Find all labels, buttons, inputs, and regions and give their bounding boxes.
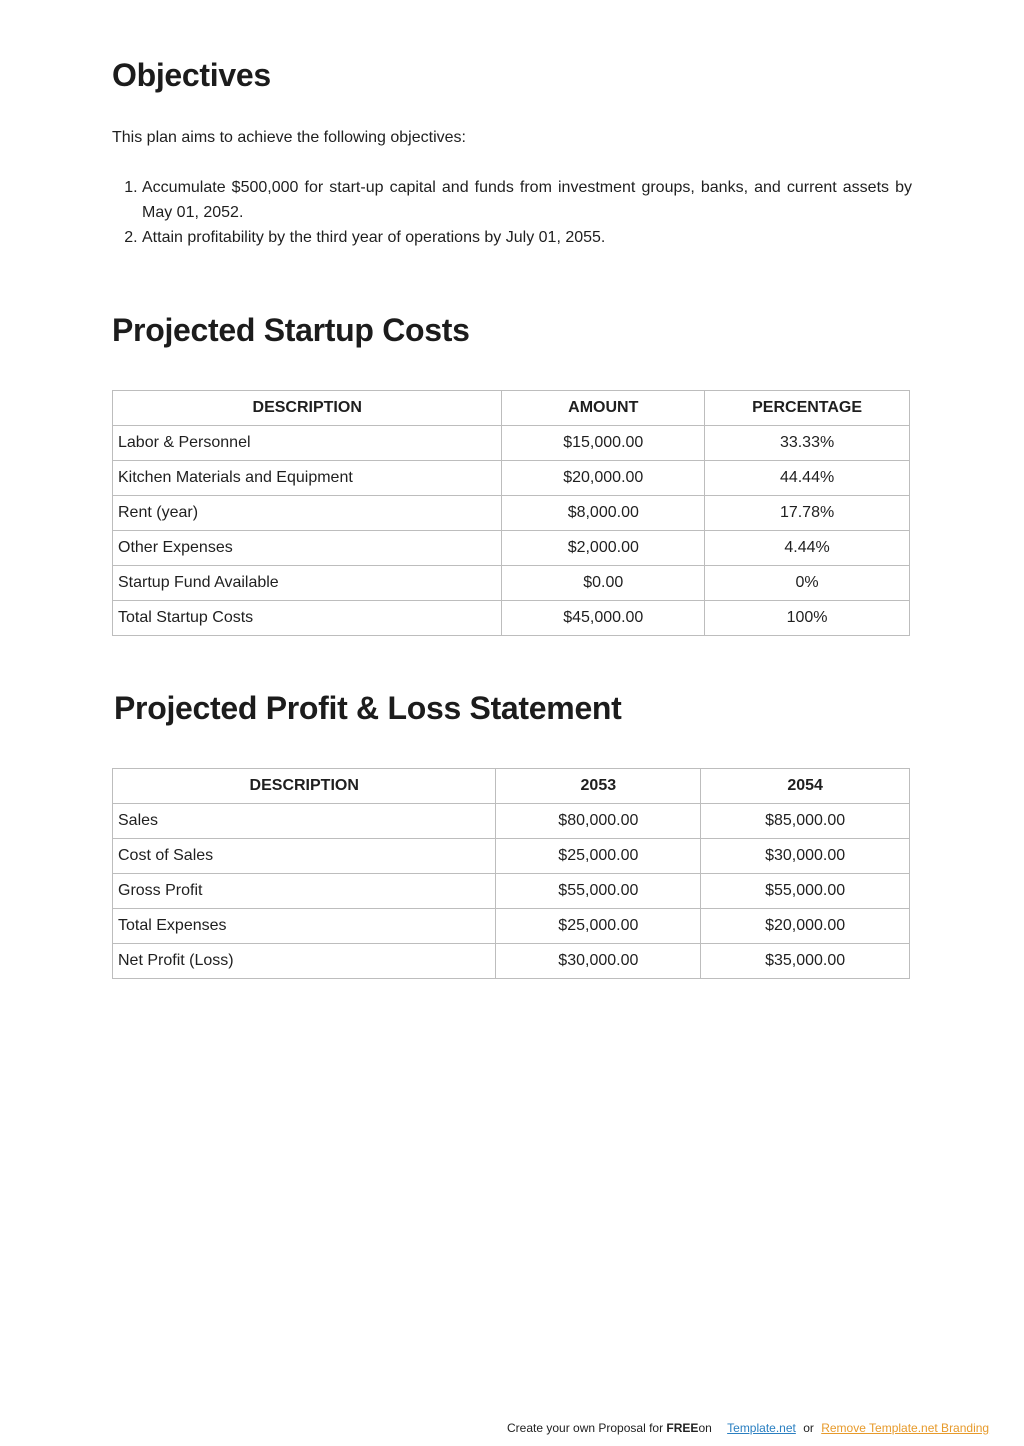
row-percentage: 33.33%: [705, 426, 910, 461]
column-header-description: DESCRIPTION: [113, 769, 496, 804]
row-amount: $8,000.00: [502, 496, 705, 531]
table-row: [113, 909, 910, 944]
profit-loss-heading: Projected Profit & Loss Statement: [114, 690, 622, 726]
profit-loss-table: [112, 768, 910, 979]
row-description: Other Expenses: [113, 531, 502, 566]
row-value-2053: $55,000.00: [496, 874, 701, 909]
row-amount: $20,000.00: [502, 461, 705, 496]
row-description: Net Profit (Loss): [113, 944, 496, 979]
row-description: Startup Fund Available: [113, 566, 502, 601]
row-description: Gross Profit: [113, 874, 496, 909]
objectives-heading: Objectives: [112, 57, 271, 93]
table-row: [113, 839, 910, 874]
row-description: Total Startup Costs: [113, 601, 502, 636]
branding-footer: [507, 1420, 989, 1436]
objective-item: 2. Attain profitability by the third year of operations by July 01, 2055.: [142, 225, 912, 250]
objective-item: 1. Accumulate $500,000 for start-up capital and funds from investment groups, banks, and current assets by May 01, 2052.: [142, 175, 912, 225]
remove-branding-link[interactable]: Remove Template.net Branding: [821, 1421, 990, 1435]
row-value-2054: $20,000.00: [701, 909, 910, 944]
footer-prefix: Create your own Proposal for: [507, 1421, 667, 1435]
table-row: [113, 566, 910, 601]
row-amount: $15,000.00: [502, 426, 705, 461]
column-header-2054: 2054: [701, 769, 910, 804]
column-header-amount: AMOUNT: [502, 391, 705, 426]
row-description: Cost of Sales: [113, 839, 496, 874]
template-net-link[interactable]: Template.net: [727, 1421, 796, 1435]
row-value-2054: $55,000.00: [701, 874, 910, 909]
column-header-2053: 2053: [496, 769, 701, 804]
footer-on: on: [698, 1421, 712, 1435]
table-row: [113, 426, 910, 461]
row-value-2053: $80,000.00: [496, 804, 701, 839]
startup-costs-heading: Projected Startup Costs: [112, 312, 470, 348]
row-value-2053: $25,000.00: [496, 909, 701, 944]
table-row: [113, 496, 910, 531]
footer-or: or: [803, 1421, 814, 1435]
row-percentage: 44.44%: [705, 461, 910, 496]
objectives-intro: This plan aims to achieve the following objectives:: [112, 129, 466, 146]
row-description: Total Expenses: [113, 909, 496, 944]
objectives-list: [112, 175, 912, 250]
footer-free: FREE: [666, 1421, 699, 1435]
row-value-2054: $35,000.00: [701, 944, 910, 979]
row-value-2054: $85,000.00: [701, 804, 910, 839]
row-percentage: 17.78%: [705, 496, 910, 531]
row-value-2053: $25,000.00: [496, 839, 701, 874]
row-description: Kitchen Materials and Equipment: [113, 461, 502, 496]
row-value-2054: $30,000.00: [701, 839, 910, 874]
table-row: [113, 944, 910, 979]
table-row: [113, 874, 910, 909]
table-row: [113, 601, 910, 636]
row-description: Labor & Personnel: [113, 426, 502, 461]
table-row: [113, 531, 910, 566]
column-header-description: DESCRIPTION: [113, 391, 502, 426]
row-amount: $0.00: [502, 566, 705, 601]
row-percentage: 0%: [705, 566, 910, 601]
row-percentage: 100%: [705, 601, 910, 636]
table-row: [113, 461, 910, 496]
table-row: [113, 804, 910, 839]
table-header-row: [113, 769, 910, 804]
startup-costs-table: [112, 390, 910, 636]
column-header-percentage: PERCENTAGE: [705, 391, 910, 426]
row-amount: $2,000.00: [502, 531, 705, 566]
row-percentage: 4.44%: [705, 531, 910, 566]
row-value-2053: $30,000.00: [496, 944, 701, 979]
row-description: Rent (year): [113, 496, 502, 531]
row-amount: $45,000.00: [502, 601, 705, 636]
row-description: Sales: [113, 804, 496, 839]
table-header-row: [113, 391, 910, 426]
